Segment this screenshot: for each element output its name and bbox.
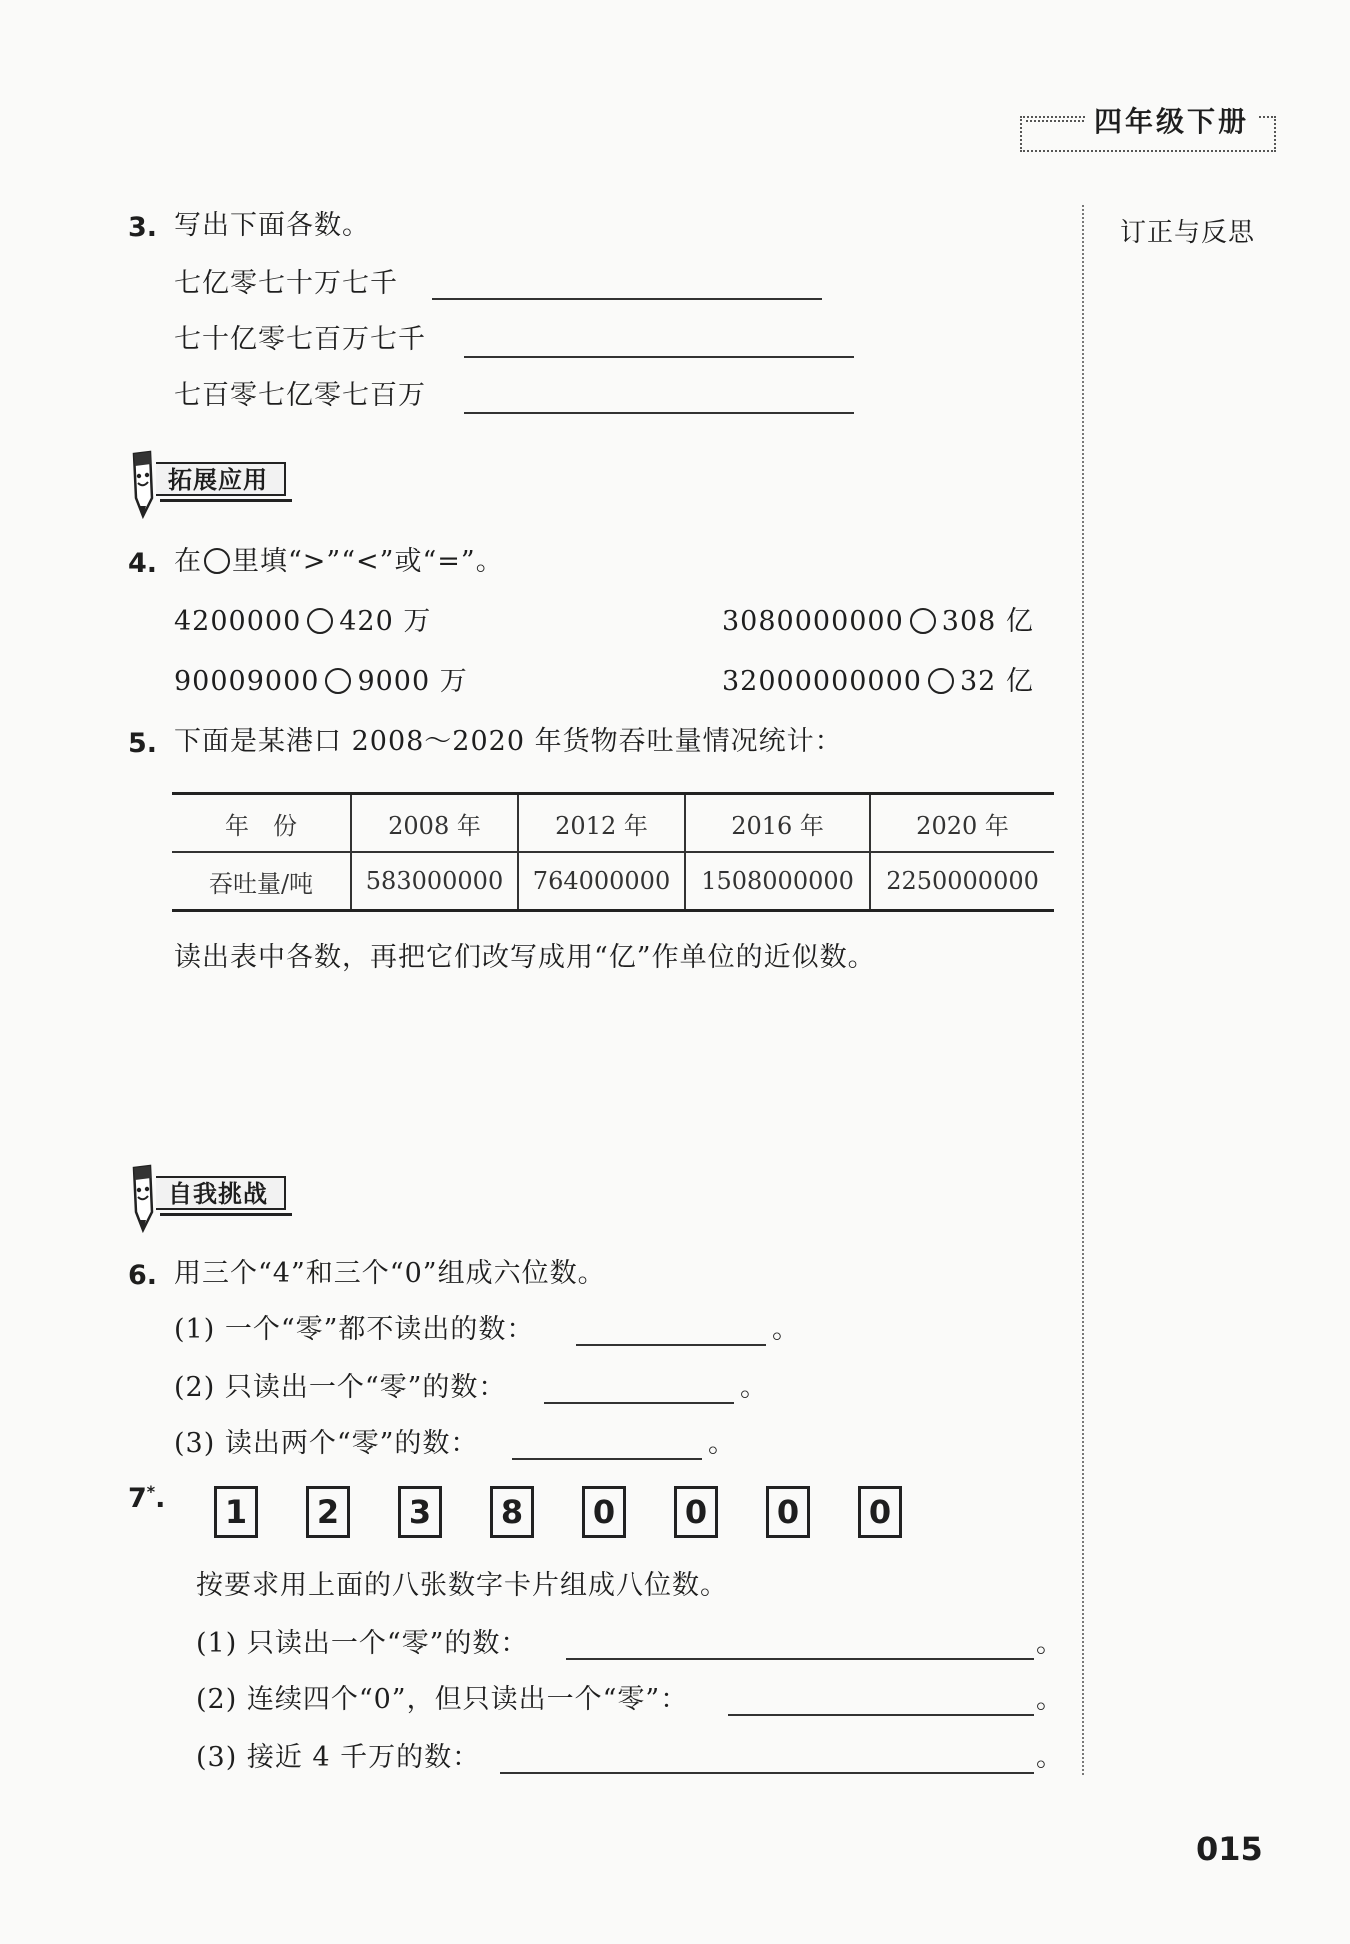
q6-prompt: 用三个“4”和三个“0”组成六位数。 bbox=[174, 1258, 606, 1289]
table-header-cell: 年 份 bbox=[172, 794, 351, 853]
q3-answer-1[interactable] bbox=[432, 298, 822, 300]
table-header-cell: 2016 年 bbox=[685, 794, 870, 853]
q4-r1-right-value: 3080000000 bbox=[722, 606, 904, 637]
grade-tag-leader bbox=[1026, 120, 1084, 122]
q6-answer-3[interactable] bbox=[512, 1458, 702, 1460]
table-header-row bbox=[172, 794, 1054, 853]
q4-prompt-end: 里填“>”“<”或“=”。 bbox=[232, 546, 504, 577]
q7-end-3: 。 bbox=[1036, 1742, 1064, 1773]
q4-r1-left-value: 4200000 bbox=[174, 606, 302, 637]
q4-row-2-left bbox=[174, 668, 468, 695]
q7-item-1: (1) 只读出一个“零”的数： bbox=[196, 1628, 529, 1659]
q7-answer-1[interactable] bbox=[566, 1658, 1034, 1660]
table-cell: 583000000 bbox=[351, 852, 518, 911]
q5-instruction: 读出表中各数，再把它们改写成用“亿”作单位的近似数。 bbox=[174, 942, 876, 973]
q7-number-dot: . bbox=[155, 1483, 166, 1514]
table-cell: 764000000 bbox=[518, 852, 685, 911]
q4-r1-left-compare: 420 万 bbox=[339, 606, 432, 637]
q6-answer-1[interactable] bbox=[576, 1344, 766, 1346]
table-cell: 1508000000 bbox=[685, 852, 870, 911]
q4-r2-right-value: 32000000000 bbox=[722, 666, 922, 697]
q3-answer-3[interactable] bbox=[464, 412, 854, 414]
grade-tag: 四年级下册 bbox=[1086, 100, 1257, 140]
digit-card: 0 bbox=[582, 1486, 626, 1538]
circle-symbol-icon bbox=[204, 548, 230, 574]
q4-row-2-right bbox=[722, 668, 1034, 695]
q4-r2-left-answer-circle[interactable] bbox=[325, 668, 351, 694]
q3-prompt: 写出下面各数。 bbox=[174, 210, 370, 241]
q6-end-2: 。 bbox=[740, 1372, 768, 1403]
q7-item-2: (2) 连续四个“0”，但只读出一个“零”： bbox=[196, 1684, 689, 1715]
table-header-cell: 2020 年 bbox=[870, 794, 1054, 853]
digit-card: 0 bbox=[766, 1486, 810, 1538]
q4-r2-right-answer-circle[interactable] bbox=[928, 668, 954, 694]
digit-card: 1 bbox=[214, 1486, 258, 1538]
q5-number: 5. bbox=[128, 728, 158, 759]
q4-r1-left-answer-circle[interactable] bbox=[307, 608, 333, 634]
q4-r2-left-compare: 9000 万 bbox=[357, 666, 468, 697]
section-banner-challenge bbox=[128, 1164, 298, 1216]
q7-item-3: (3) 接近 4 千万的数： bbox=[196, 1742, 481, 1773]
q7-end-2: 。 bbox=[1036, 1684, 1064, 1715]
cargo-throughput-table bbox=[172, 792, 1054, 912]
q4-prompt bbox=[174, 548, 504, 575]
digit-card: 0 bbox=[858, 1486, 902, 1538]
digit-card: 3 bbox=[398, 1486, 442, 1538]
q6-item-2: (2) 只读出一个“零”的数： bbox=[174, 1372, 507, 1403]
q4-r1-right-compare: 308 亿 bbox=[941, 606, 1034, 637]
q4-number: 4. bbox=[128, 548, 158, 579]
q3-item-3: 七百零七亿零七百万 bbox=[174, 380, 426, 411]
table-row bbox=[172, 852, 1054, 911]
table-header-cell: 2008 年 bbox=[351, 794, 518, 853]
q7-star: * bbox=[146, 1482, 156, 1501]
column-divider bbox=[1082, 205, 1084, 1775]
digit-card: 8 bbox=[490, 1486, 534, 1538]
table-header-cell: 2012 年 bbox=[518, 794, 685, 853]
q5-prompt: 下面是某港口 2008～2020 年货物吞吐量情况统计： bbox=[174, 726, 843, 757]
q7-number bbox=[128, 1482, 165, 1514]
digit-card: 0 bbox=[674, 1486, 718, 1538]
section-banner-expand bbox=[128, 450, 298, 502]
q6-number: 6. bbox=[128, 1260, 158, 1291]
q4-row-1-right bbox=[722, 608, 1034, 635]
q4-prompt-start: 在 bbox=[174, 546, 202, 577]
q6-end-1: 。 bbox=[772, 1314, 800, 1345]
q6-item-3: (3) 读出两个“零”的数： bbox=[174, 1428, 479, 1459]
q7-answer-2[interactable] bbox=[728, 1714, 1034, 1716]
q6-answer-2[interactable] bbox=[544, 1402, 734, 1404]
q3-answer-2[interactable] bbox=[464, 356, 854, 358]
q6-item-1: (1) 一个“零”都不读出的数： bbox=[174, 1314, 535, 1345]
section-title-expand: 拓展应用 bbox=[156, 462, 286, 496]
section-title-challenge: 自我挑战 bbox=[156, 1176, 286, 1210]
q6-end-3: 。 bbox=[708, 1428, 736, 1459]
table-cell: 吞吐量/吨 bbox=[172, 852, 351, 911]
q3-item-1: 七亿零七十万七千 bbox=[174, 268, 398, 299]
correction-column-title: 订正与反思 bbox=[1120, 218, 1256, 248]
q4-r2-left-value: 90009000 bbox=[174, 666, 320, 697]
q7-number-digit: 7 bbox=[128, 1483, 147, 1514]
q7-prompt: 按要求用上面的八张数字卡片组成八位数。 bbox=[196, 1570, 728, 1601]
pencil-mascot-icon bbox=[128, 1164, 158, 1234]
q3-item-2: 七十亿零七百万七千 bbox=[174, 324, 426, 355]
q3-number: 3. bbox=[128, 212, 158, 243]
pencil-mascot-icon bbox=[128, 450, 158, 520]
digit-card: 2 bbox=[306, 1486, 350, 1538]
q7-end-1: 。 bbox=[1036, 1628, 1064, 1659]
q4-row-1-left bbox=[174, 608, 431, 635]
q4-r1-right-answer-circle[interactable] bbox=[910, 608, 936, 634]
table-cell: 2250000000 bbox=[870, 852, 1054, 911]
page-number: 015 bbox=[1196, 1830, 1263, 1868]
q7-answer-3[interactable] bbox=[500, 1772, 1034, 1774]
q4-r2-right-compare: 32 亿 bbox=[959, 666, 1034, 697]
